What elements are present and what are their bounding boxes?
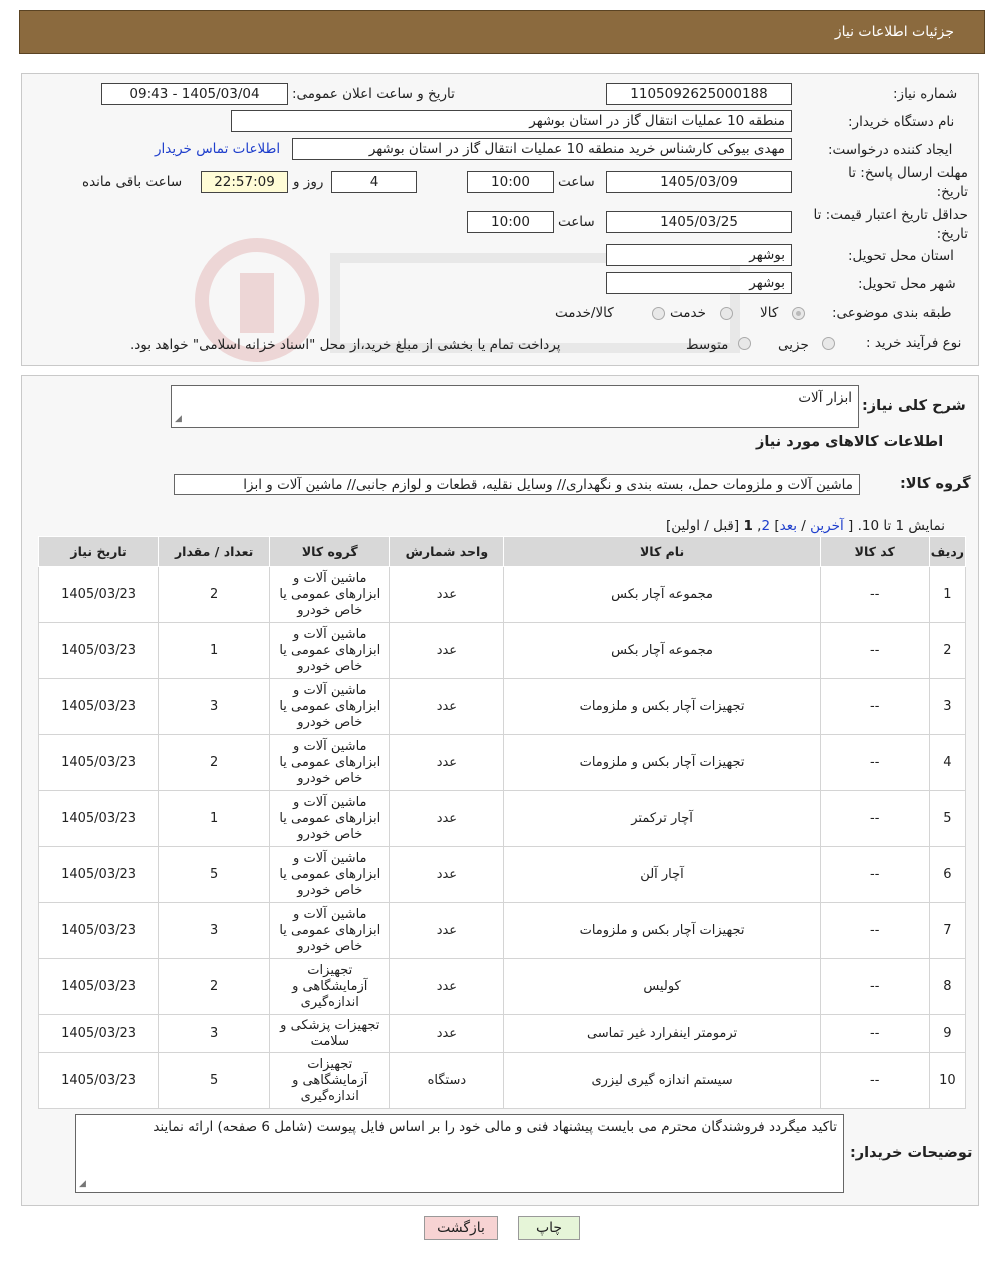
remaining-time-field: 22:57:09 — [201, 171, 288, 193]
cell-name: کولیس — [504, 959, 820, 1015]
cell-date: 1405/03/23 — [39, 1015, 159, 1053]
cell-qty: 2 — [159, 567, 270, 623]
cell-date: 1405/03/23 — [39, 791, 159, 847]
cell-code: -- — [820, 903, 929, 959]
cell-unit: عدد — [390, 1015, 504, 1053]
deadline-time-label: ساعت — [558, 174, 595, 190]
buyer-org-field: منطقه 10 عملیات انتقال گاز در استان بوشهر — [231, 110, 792, 132]
table-row — [39, 735, 966, 791]
cell-name: مجموعه آچار بکس — [504, 567, 820, 623]
cell-row: 8 — [929, 959, 965, 1015]
cell-row: 1 — [929, 567, 965, 623]
cell-group: ماشین آلات و ابزارهای عمومی یا خاص خودرو — [270, 679, 390, 735]
table-row — [39, 679, 966, 735]
pagination-page-2[interactable]: 2 — [761, 518, 771, 534]
cell-unit: عدد — [390, 791, 504, 847]
cell-qty: 3 — [159, 1015, 270, 1053]
process-radio-medium[interactable] — [738, 337, 751, 350]
deadline-time-field: 10:00 — [467, 171, 554, 193]
cell-qty: 3 — [159, 679, 270, 735]
cell-group: ماشین آلات و ابزارهای عمومی یا خاص خودرو — [270, 791, 390, 847]
cell-unit: عدد — [390, 735, 504, 791]
cell-group: ماشین آلات و ابزارهای عمومی یا خاص خودرو — [270, 903, 390, 959]
table-row — [39, 959, 966, 1015]
cell-code: -- — [820, 735, 929, 791]
city-field: بوشهر — [606, 272, 792, 294]
deadline-date-field: 1405/03/09 — [606, 171, 792, 193]
cell-qty: 5 — [159, 1053, 270, 1109]
col-unit: واحد شمارش — [390, 537, 504, 567]
cell-name: تجهیزات آچار بکس و ملزومات — [504, 735, 820, 791]
validity-label: حداقل تاریخ اعتبار قیمت: تا تاریخ: — [813, 207, 968, 242]
table-row — [39, 1015, 966, 1053]
cell-unit: عدد — [390, 847, 504, 903]
table-row — [39, 903, 966, 959]
cell-name: سیستم اندازه گیری لیزری — [504, 1053, 820, 1109]
pagination — [666, 518, 945, 534]
category-goods-service-label: کالا/خدمت — [555, 305, 614, 321]
back-button[interactable]: بازگشت — [424, 1216, 498, 1240]
cell-date: 1405/03/23 — [39, 679, 159, 735]
cell-unit: عدد — [390, 623, 504, 679]
category-radio-service[interactable] — [720, 307, 733, 320]
desc-textarea: ابزار آلات ◢ — [171, 385, 859, 428]
cell-code: -- — [820, 1053, 929, 1109]
cell-row: 7 — [929, 903, 965, 959]
cell-date: 1405/03/23 — [39, 735, 159, 791]
desc-label: شرح کلی نیاز: — [862, 398, 966, 414]
page-header — [19, 10, 985, 54]
cell-date: 1405/03/23 — [39, 903, 159, 959]
cell-qty: 2 — [159, 735, 270, 791]
col-name: نام کالا — [504, 537, 820, 567]
col-row: ردیف — [929, 537, 965, 567]
process-minor-label: جزیی — [778, 337, 809, 353]
cell-qty: 1 — [159, 623, 270, 679]
cell-row: 5 — [929, 791, 965, 847]
cell-row: 10 — [929, 1053, 965, 1109]
remaining-label: ساعت باقی مانده — [82, 174, 183, 190]
cell-qty: 5 — [159, 847, 270, 903]
cell-unit: عدد — [390, 567, 504, 623]
goods-group-field: ماشین آلات و ملزومات حمل، بسته بندی و نگهداری// وسایل نقلیه، قطعات و لوازم جانبی// ماشین آلات و ابزا — [174, 474, 860, 495]
cell-date: 1405/03/23 — [39, 623, 159, 679]
cell-unit: دستگاه — [390, 1053, 504, 1109]
cell-group: ماشین آلات و ابزارهای عمومی یا خاص خودرو — [270, 735, 390, 791]
cell-name: تجهیزات آچار بکس و ملزومات — [504, 903, 820, 959]
cell-name: آچار آلن — [504, 847, 820, 903]
cell-date: 1405/03/23 — [39, 567, 159, 623]
need-number-field: 1105092625000188 — [606, 83, 792, 105]
deadline-label: مهلت ارسال پاسخ: تا تاریخ: — [848, 165, 968, 200]
cell-group: تجهیزات آزمایشگاهی و اندازه‌گیری — [270, 1053, 390, 1109]
creator-field: مهدی بیوکی کارشناس خرید منطقه 10 عملیات انتقال گاز در استان بوشهر — [292, 138, 792, 160]
buyer-contact-link[interactable]: اطلاعات تماس خریدار — [155, 141, 281, 157]
pagination-prefix: نمایش 1 تا 10. [ — [848, 518, 946, 534]
category-label: طبقه بندی موضوعی: — [832, 305, 952, 321]
cell-unit: عدد — [390, 679, 504, 735]
cell-name: ترمومتر اینفرارد غیر تماسی — [504, 1015, 820, 1053]
buyer-notes-label: توضیحات خریدار: — [850, 1145, 973, 1161]
cell-code: -- — [820, 679, 929, 735]
resize-grip-icon[interactable]: ◢ — [79, 1179, 86, 1189]
validity-time-field: 10:00 — [467, 211, 554, 233]
cell-row: 3 — [929, 679, 965, 735]
pagination-sep: / — [801, 518, 806, 534]
pagination-close: ] — [774, 518, 780, 534]
creator-label: ایجاد کننده درخواست: — [828, 142, 953, 158]
cell-code: -- — [820, 567, 929, 623]
province-field: بوشهر — [606, 244, 792, 266]
table-row — [39, 791, 966, 847]
col-date: تاریخ نیاز — [39, 537, 159, 567]
items-body — [39, 567, 966, 1109]
province-label: استان محل تحویل: — [848, 248, 954, 264]
table-row — [39, 623, 966, 679]
pagination-rest: [قبل / اولین] — [666, 518, 740, 534]
cell-date: 1405/03/23 — [39, 1053, 159, 1109]
cell-row: 2 — [929, 623, 965, 679]
days-field: 4 — [331, 171, 417, 193]
col-code: کد کالا — [820, 537, 929, 567]
buyer-org-label: نام دستگاه خریدار: — [848, 114, 955, 130]
category-radio-goods-service[interactable] — [652, 307, 665, 320]
cell-code: -- — [820, 791, 929, 847]
print-button[interactable]: چاپ — [518, 1216, 580, 1240]
pagination-page-1: 1 — [743, 518, 753, 534]
cell-date: 1405/03/23 — [39, 847, 159, 903]
cell-date: 1405/03/23 — [39, 959, 159, 1015]
buyer-notes-textarea: تاکید میگردد فروشندگان محترم می بایست پیشنهاد فنی و مالی خود را بر اساس فایل پیوست (شامل 6 صفحه) ارائه نمایند ◢ — [75, 1114, 844, 1193]
cell-row: 9 — [929, 1015, 965, 1053]
cell-name: مجموعه آچار بکس — [504, 623, 820, 679]
category-service-label: خدمت — [670, 305, 706, 321]
cell-name: تجهیزات آچار بکس و ملزومات — [504, 679, 820, 735]
cell-qty: 3 — [159, 903, 270, 959]
cell-unit: عدد — [390, 903, 504, 959]
city-label: شهر محل تحویل: — [858, 276, 956, 292]
cell-qty: 1 — [159, 791, 270, 847]
cell-code: -- — [820, 959, 929, 1015]
announce-label: تاریخ و ساعت اعلان عمومی: — [292, 86, 455, 102]
goods-info-title: اطلاعات کالاهای مورد نیاز — [756, 434, 944, 450]
items-table — [38, 536, 966, 1109]
cell-code: -- — [820, 847, 929, 903]
validity-date-field: 1405/03/25 — [606, 211, 792, 233]
col-qty: تعداد / مقدار — [159, 537, 270, 567]
pagination-comma: , — [757, 518, 762, 534]
category-radio-goods[interactable] — [792, 307, 805, 320]
category-goods-label: کالا — [760, 305, 779, 321]
cell-name: آچار ترکمتر — [504, 791, 820, 847]
process-medium-label: متوسط — [686, 337, 729, 353]
cell-group: تجهیزات آزمایشگاهی و اندازه‌گیری — [270, 959, 390, 1015]
cell-row: 6 — [929, 847, 965, 903]
days-label: روز و — [293, 174, 324, 190]
cell-group: ماشین آلات و ابزارهای عمومی یا خاص خودرو — [270, 847, 390, 903]
table-row — [39, 847, 966, 903]
table-row — [39, 1053, 966, 1109]
process-radio-minor[interactable] — [822, 337, 835, 350]
cell-group: ماشین آلات و ابزارهای عمومی یا خاص خودرو — [270, 567, 390, 623]
resize-grip-icon[interactable]: ◢ — [175, 414, 182, 424]
cell-code: -- — [820, 1015, 929, 1053]
table-row — [39, 567, 966, 623]
validity-time-label: ساعت — [558, 214, 595, 230]
page-title: جزئیات اطلاعات نیاز — [834, 24, 954, 40]
cell-group: تجهیزات پزشکی و سلامت — [270, 1015, 390, 1053]
pagination-last-link[interactable]: آخرین — [810, 518, 844, 534]
col-group: گروه کالا — [270, 537, 390, 567]
announce-field: 1405/03/04 - 09:43 — [101, 83, 288, 105]
need-number-label: شماره نیاز: — [893, 86, 958, 102]
pagination-next-link[interactable]: بعد — [779, 518, 797, 534]
process-note: پرداخت تمام یا بخشی از مبلغ خرید،از محل "اسناد خزانه اسلامی" خواهد بود. — [130, 337, 561, 353]
process-label: نوع فرآیند خرید : — [866, 335, 962, 351]
cell-code: -- — [820, 623, 929, 679]
cell-row: 4 — [929, 735, 965, 791]
cell-unit: عدد — [390, 959, 504, 1015]
goods-group-label: گروه کالا: — [900, 476, 971, 492]
cell-qty: 2 — [159, 959, 270, 1015]
cell-group: ماشین آلات و ابزارهای عمومی یا خاص خودرو — [270, 623, 390, 679]
table-header-row — [39, 537, 966, 567]
